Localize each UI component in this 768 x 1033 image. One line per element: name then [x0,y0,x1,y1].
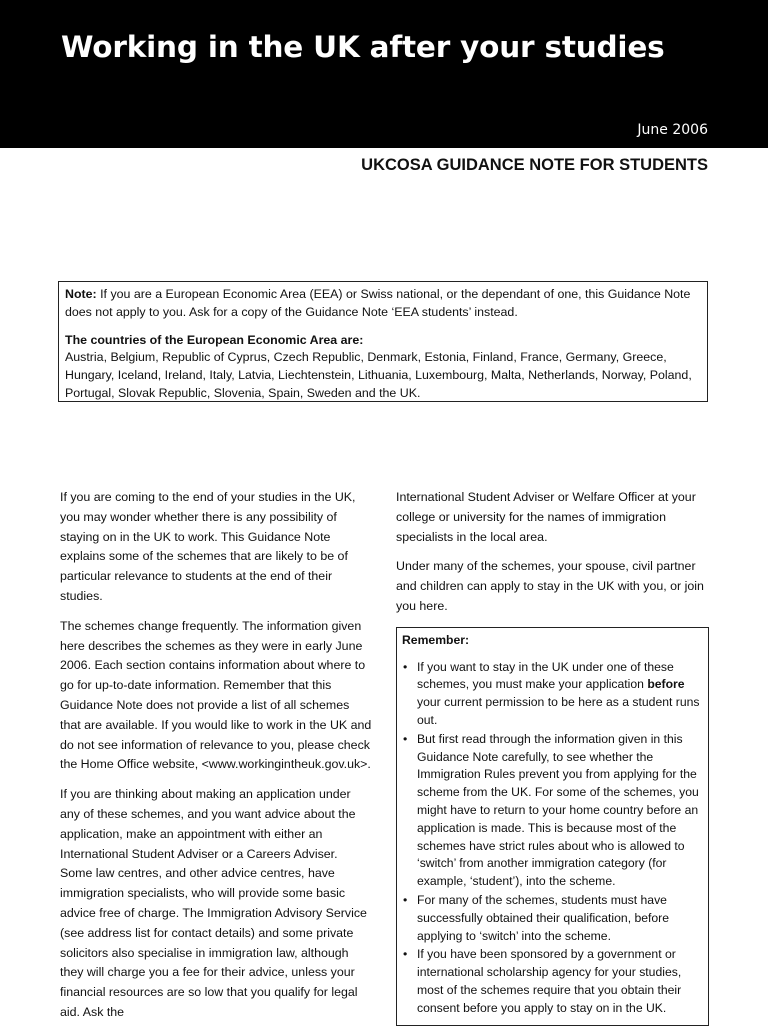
document-subtitle: UKCOSA GUIDANCE NOTE FOR STUDENTS [361,156,708,174]
bullet-icon: • [403,731,408,746]
schemes-change-paragraph: The schemes change frequently. The information given here describes the schemes as they were in early June 2006. Each section contains information about where to go for up-to-date information. Remember that this Guidance Note does not provide a list of all schemes that are available. If you would like to work in the UK and do not see information of relevance to you, please check the Home Office website, <www.workingintheuk.gov.uk>. [60,618,372,772]
list-item: • If you want to stay in the UK under one of these schemes, you must make your application before your current permission to be here as a student runs out. [403,659,700,727]
intro-paragraph: If you are coming to the end of your studies in the UK, you may wonder whether there is any possibility of staying on in the UK to work. This Guidance Note explains some of the schemes that are likely to be of particular relevance to students at the end of their studies. [60,490,356,603]
remember-title: Remember: [402,632,470,647]
remember-box [396,627,709,1026]
eea-note-box [58,281,708,402]
header-banner [0,0,768,148]
page-title: Working in the UK after your studies [61,30,665,64]
advice-paragraph: If you are thinking about making an application under any of these schemes, and you want advice about the application, make an appointment with either an International Student Adviser or a Careers Adviser. Some law centres, and other advice centres, have immigration specialists, who will provide some basic advice free of charge. The Immigration Advisory Service (see address list for contact details) and some private solicitors also specialise in immigration law, although they will charge you a fee for their advice, unless your financial resources are so low that you qualify for legal aid. Ask the [60,787,367,1019]
list-item: • But first read through the information given in this Guidance Note carefully, to see whether the Immigration Rules prevent you from applying for the scheme from the UK. For some of the schemes, you might have to return to your home country before an application is made. This is because most of the schemes have strict rules about who is allowed to ‘switch’ from another immigration category (for example, ‘student’), into the scheme. [403,731,699,889]
note-text: If you are a European Economic Area (EEA) or Swiss national, or the dependant of one, this Guidance Note does not apply to you. Ask for a copy of the Guidance Note ‘EEA students’ instead. [65,287,691,319]
list-item: • If you have been sponsored by a government or international scholarship agency for your studies, most of the schemes require that you obtain their consent before you apply to stay on in the UK. [403,947,682,1015]
left-column [60,488,372,1033]
family-paragraph: Under many of the schemes, your spouse, civil partner and children can apply to stay in the UK with you, or join you here. [396,559,704,613]
bullet-icon: • [403,947,408,962]
list-item: • For many of the schemes, students must have successfully obtained their qualification, before applying to ‘switch’ into the scheme. [403,892,670,943]
adviser-continuation-paragraph: International Student Adviser or Welfare Officer at your college or university for the names of immigration specialists in the local area. [396,490,696,544]
eea-heading: The countries of the European Economic Area are: [65,332,364,347]
bullet-icon: • [403,892,408,907]
bullet-icon: • [403,659,408,674]
note-paragraph [65,286,701,322]
remember-list [402,659,700,1018]
right-column [396,488,710,1026]
note-label: Note: [65,287,97,301]
publication-date: June 2006 [637,122,708,138]
eea-country-list: Austria, Belgium, Republic of Cyprus, Czech Republic, Denmark, Estonia, Finland, France, Germany, Greece, Hungary, Iceland, Ireland, Italy, Latvia, Liechtenstein, Lithuania, Luxembourg, Malta, Netherlands, Norway, Poland, Portugal, Slovak Republic, Slovenia, Spain, Sweden and the UK. [65,350,692,400]
